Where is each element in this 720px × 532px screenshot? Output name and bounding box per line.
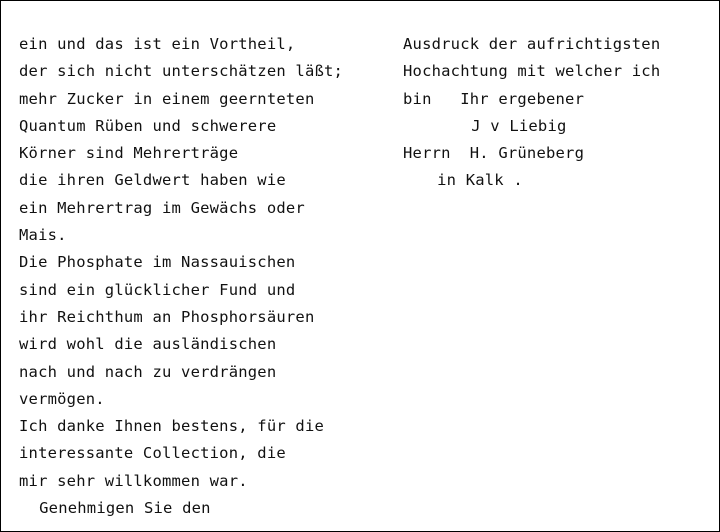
text-line: bin Ihr ergebener <box>403 89 585 108</box>
text-line: mehr Zucker in einem geernteten <box>19 89 315 108</box>
text-line: nach und nach zu verdrängen <box>19 362 277 381</box>
text-line: Die Phosphate im Nassauischen <box>19 253 296 272</box>
text-line: Mais. <box>19 226 67 245</box>
text-line: mir sehr willkommen war. <box>19 471 248 490</box>
text-line: Körner sind Mehrerträge <box>19 144 239 163</box>
text-line: wird wohl die ausländischen <box>19 335 277 354</box>
text-line: die ihren Geldwert haben wie <box>19 171 286 190</box>
text-line: ihr Reichthum an Phosphorsäuren <box>19 307 315 326</box>
text-line: interessante Collection, die <box>19 444 286 463</box>
text-line: der sich nicht unterschätzen läßt; <box>19 62 344 81</box>
right-text-column <box>403 31 708 195</box>
text-line: ein Mehrertrag im Gewächs oder <box>19 198 305 217</box>
text-line: vermögen. <box>19 389 105 408</box>
text-line: sind ein glücklicher Fund und <box>19 280 296 299</box>
left-text-column <box>19 31 409 522</box>
addressee-location-line: in Kalk . <box>437 171 523 190</box>
text-line: Genehmigen Sie den <box>39 499 211 518</box>
text-line: Quantum Rüben und schwerere <box>19 116 277 135</box>
text-line: Hochachtung mit welcher ich <box>403 62 661 81</box>
text-line: ein und das ist ein Vortheil, <box>19 35 296 53</box>
signature-line: J v Liebig <box>471 116 567 135</box>
text-line: Ausdruck der aufrichtigsten <box>403 35 661 53</box>
text-line: Ich danke Ihnen bestens, für die <box>19 417 325 436</box>
addressee-line: Herrn H. Grüneberg <box>403 144 585 163</box>
